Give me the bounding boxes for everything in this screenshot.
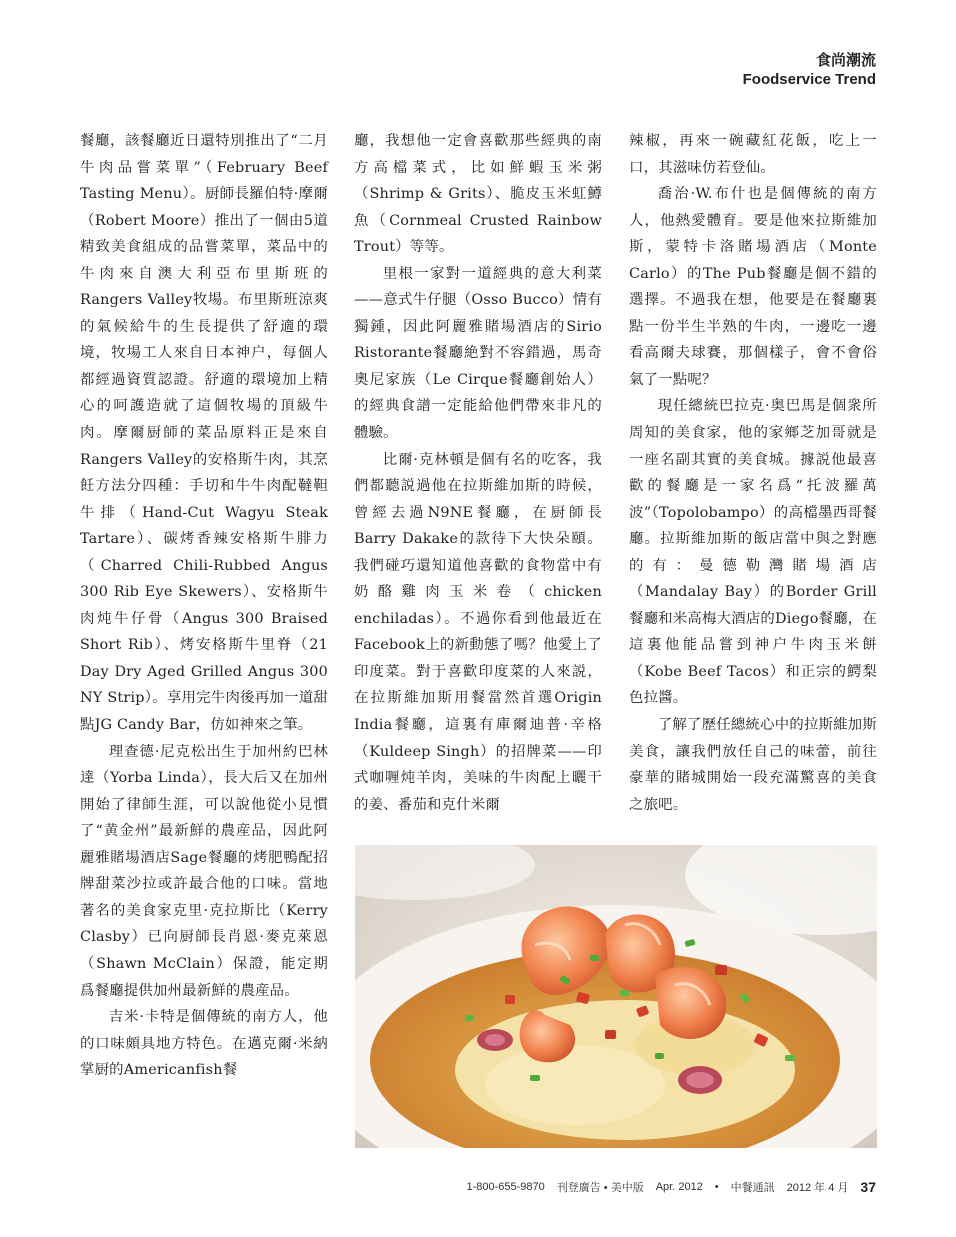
- paragraph: 吉米·卡特是個傳統的南方人，他的口味頗具地方特色。在邁克爾·米納掌厨的Americanfish餐: [80, 1009, 328, 1079]
- page-footer: [466, 1179, 876, 1195]
- text-column-2: [354, 128, 602, 818]
- paragraph: 了解了歷任總統心中的拉斯維加斯美食，讓我們放任自己的味蕾，前往豪華的賭城開始一段充滿驚喜的美食之旅吧。: [629, 717, 877, 813]
- footer-date-en: Apr. 2012: [655, 1181, 703, 1193]
- text-column-3: [629, 128, 877, 818]
- page-header: [743, 50, 876, 90]
- paragraph: 餐廳，該餐廳近日還特別推出了“二月牛肉品嘗菜單”（February Beef Tasting Menu）。厨師長羅伯特·摩爾（Robert Moore）推出了一個由5道精致美食組成的品嘗菜單，菜品中的牛肉來自澳大利亞布里斯班的Rangers Valley牧場。布里斯班涼爽的氣候給牛的生長提供了舒適的環境，牧場工人來自日本神户，每個人都經過資質認證。舒適的環境加上精心的呵護造就了這個牧場的頂級牛肉。摩爾厨師的菜品原料正是來自Rangers Valley的安格斯牛肉，其烹飪方法分四種：手切和牛牛肉配韃靼牛排（Hand-Cut Wagyu Steak Tartare）、碳烤香辣安格斯牛腓力（Charred Chili-Rubbed Angus 300 Rib Eye Skewers）、安格斯牛肉炖牛仔骨（Angus 300 Braised Short Rib）、烤安格斯牛里脊（21 Day Dry Aged Grilled Angus 300 NY Strip）。享用完牛肉後再加一道甜點JG Candy Bar，仿如神來之筆。: [80, 133, 328, 734]
- paragraph: 廳，我想他一定會喜歡那些經典的南方高檔菜式，比如鮮蝦玉米粥（Shrimp & Grits）、脆皮玉米虹鱒魚（Cornmeal Crusted Rainbow Trout）等等。: [354, 133, 602, 256]
- footer-publication: 中餐通訊: [730, 1182, 775, 1194]
- paragraph: 現任總統巴拉克·奥巴馬是個衆所周知的美食家，他的家鄉芝加哥就是一座名副其實的美食城。據説他最喜歡的餐廳是一家名爲“托波羅萬波”（Topolobampo）的高檔墨西哥餐廳。拉斯維加斯的飯店當中與之對應的有：曼德勒灣賭場酒店（Mandalay Bay）的Border Grill餐廳和米高梅大酒店的Diego餐廳，在這裏他能品嘗到神户牛肉玉米餅（Kobe Beef Tacos）和正宗的鰐梨色拉醬。: [629, 398, 877, 707]
- paragraph: 比爾·克林頓是個有名的吃客，我們都聽説過他在拉斯維加斯的時候，曾經去過N9NE餐廳，在厨師長Barry Dakake的款待下大快朵頤。我們碰巧還知道他喜歡的食物當中有奶酪雞肉玉米卷（chicken enchiladas）。不過你看到他最近在Facebook上的新動態了嗎？他愛上了印度菜。對于喜歡印度菜的人來説，在拉斯維加斯用餐當然首選Origin India餐廳，這裏有庫爾迪普·辛格（Kuldeep Singh）的招牌菜——印式咖喱炖羊肉，美味的牛肉配上曬干的姜、番茄和克什米爾: [354, 451, 602, 813]
- paragraph: 里根一家對一道經典的意大利菜——意式牛仔腿（Osso Bucco）情有獨鍾，因此阿麗雅賭場酒店的Sirio Ristorante餐廳絶對不容錯過，馬奇奧尼家族（Le Cirque餐廳創始人）的經典食譜一定能給他們帶來非凡的體驗。: [354, 265, 602, 442]
- footer-phone: 1-800-655-9870: [466, 1181, 545, 1193]
- paragraph: 喬治·W.布什也是個傳統的南方人，他熱愛體育。要是他來拉斯維加斯，蒙特卡洛賭場酒店（Monte Carlo）的The Pub餐廳是個不錯的選擇。不過我在想，他要是在餐廳裏點一份半生半熟的牛肉，一邊吃一邊看高爾夫球賽，那個樣子，會不會俗氣了一點呢？: [629, 186, 877, 388]
- footer-date-cn: 2012 年 4 月: [786, 1182, 849, 1194]
- section-title-en: Foodservice Trend: [742, 71, 876, 88]
- shrimp-grits-illustration: [355, 845, 877, 1148]
- paragraph: 辣椒，再來一碗藏紅花飯，吃上一口，其滋味仿若登仙。: [629, 133, 877, 176]
- footer-bullet: •: [714, 1181, 719, 1193]
- food-photo: [355, 845, 877, 1148]
- text-column-1: [80, 128, 328, 1084]
- section-title-cn: 食尚潮流: [815, 51, 876, 69]
- footer-ad-text: 刊登廣告 • 美中版: [556, 1182, 644, 1194]
- page-number: 37: [860, 1179, 876, 1195]
- paragraph: 理查德·尼克松出生于加州約巴林達（Yorba Linda），長大后又在加州開始了律師生涯，可以說他從小見慣了“黄金州”最新鮮的農産品，因此阿麗雅賭場酒店Sage餐廳的烤肥鴨配招牌甜菜沙拉或許最合他的口味。當地著名的美食家克里·克拉斯比（Kerry Clasby）已向厨師長肖恩·麥克萊恩（Shawn McClain）保證，能定期爲餐廳提供加州最新鮮的農産品。: [80, 743, 328, 999]
